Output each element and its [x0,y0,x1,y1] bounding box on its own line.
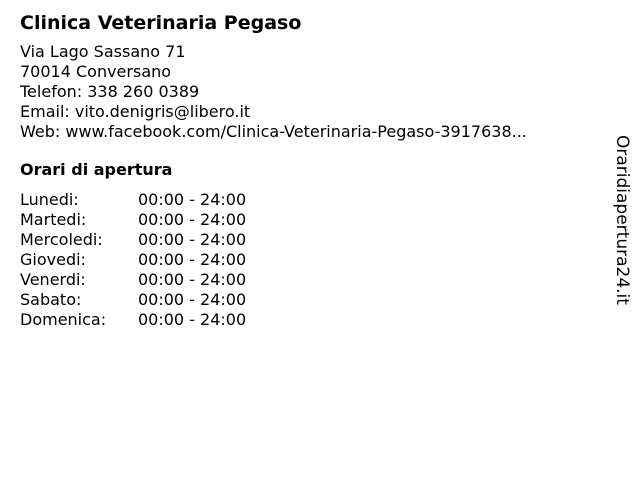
phone-number[interactable]: Telefon: 338 260 0389 [20,82,200,101]
hours-row-saturday [20,290,590,310]
website-link[interactable]: Web: www.facebook.com/Clinica-Veterinaria-Pegaso-3917638... [20,122,527,141]
day-label: Martedi: [20,210,87,229]
site-watermark-text[interactable]: Oraridiapertura24.it [612,135,632,305]
opening-hours-title: Orari di apertura [20,160,173,179]
hours-row-wednesday [20,230,590,250]
address-city: 70014 Conversano [20,62,172,81]
day-label: Mercoledi: [20,230,103,249]
time-range: 00:00 - 24:00 [138,310,247,329]
hours-row-friday [20,270,590,290]
hours-row-monday [20,190,590,210]
hours-row-thursday [20,250,590,270]
day-label: Venerdi: [20,270,86,289]
business-name: Clinica Veterinaria Pegaso [20,12,302,34]
time-range: 00:00 - 24:00 [138,270,247,289]
email-link[interactable]: Email: vito.denigris@libero.it [20,102,251,121]
time-range: 00:00 - 24:00 [138,190,247,209]
day-label: Lunedi: [20,190,79,209]
hours-row-tuesday [20,210,590,230]
day-label: Giovedi: [20,250,86,269]
time-range: 00:00 - 24:00 [138,230,247,249]
time-range: 00:00 - 24:00 [138,210,247,229]
hours-row-sunday [20,310,590,330]
day-label: Domenica: [20,310,107,329]
address-street: Via Lago Sassano 71 [20,42,186,61]
day-label: Sabato: [20,290,82,309]
time-range: 00:00 - 24:00 [138,290,247,309]
time-range: 00:00 - 24:00 [138,250,247,269]
business-card [20,10,590,330]
